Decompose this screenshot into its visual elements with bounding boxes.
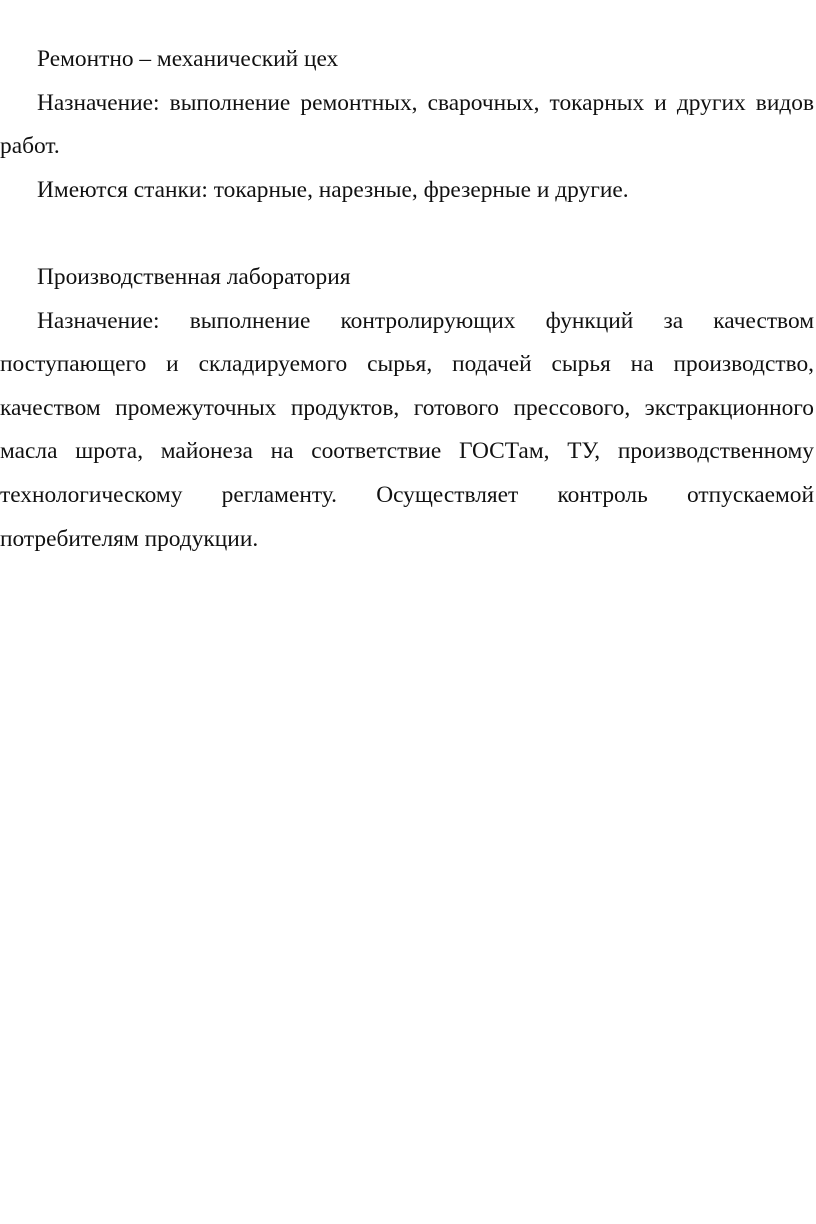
section-spacer: [0, 212, 814, 256]
section-2-heading: Производственная лаборатория: [37, 263, 351, 290]
section-2-purpose: Назначение: выполнение контролирующих функций за качеством поступающего и складируемого сырья, подачей сырья на производство, качеством промежуточных продуктов, готового прессового, экстракционного масла шрота, майонеза на соответствие ГОСТам, ТУ, производственному технологическому регламенту. Осуществляет контроль отпускаемой потребителям продукции.: [0, 307, 814, 552]
section-1-heading: Ремонтно – механический цех: [37, 46, 339, 72]
section-1-machines: Имеются станки: токарные, нарезные, фрезерные и другие.: [37, 176, 629, 203]
document-body: [0, 38, 814, 561]
section-1-purpose: Назначение: выполнение ремонтных, сварочных, токарных и других видов работ.: [0, 89, 814, 160]
